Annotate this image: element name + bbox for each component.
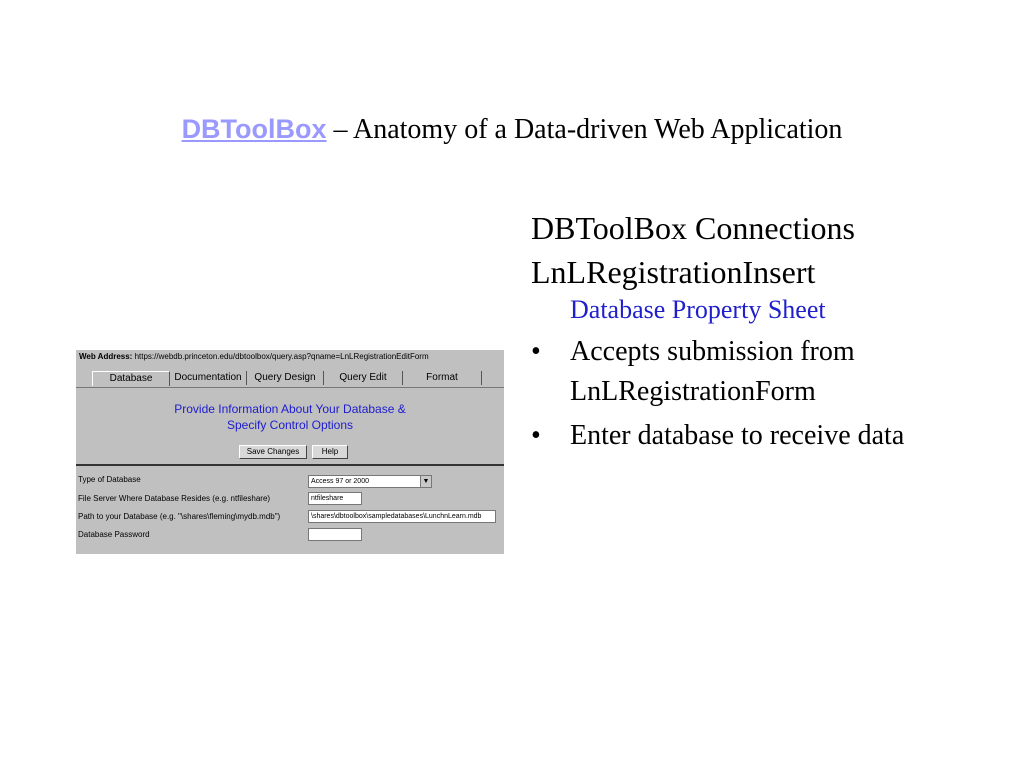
- slide-title-text: – Anatomy of a Data-driven Web Application: [326, 114, 843, 145]
- tab-query-design[interactable]: Query Design: [247, 371, 324, 385]
- tab-database[interactable]: Database: [92, 371, 170, 386]
- database-path-label: Path to your Database (e.g. "\shares\fleming\mydb.mdb"): [78, 512, 281, 521]
- file-server-label: File Server Where Database Resides (e.g. ntfileshare): [78, 494, 271, 503]
- bullet-text: Enter database to receive data: [570, 420, 905, 451]
- save-changes-button[interactable]: Save Changes: [239, 445, 307, 459]
- bullet-symbol: •: [531, 420, 541, 451]
- database-type-label: Type of Database: [78, 475, 141, 484]
- database-type-value: Access 97 or 2000: [311, 478, 369, 485]
- dbtoolbox-link[interactable]: DBToolBox: [181, 114, 327, 144]
- bullet-item: [531, 416, 1011, 456]
- slide-title: [0, 114, 1024, 146]
- registration-insert-heading: LnLRegistrationInsert: [531, 254, 816, 290]
- divider: [76, 464, 504, 466]
- database-property-screenshot: [76, 350, 504, 554]
- tab-documentation[interactable]: Documentation: [170, 371, 247, 385]
- bullet-text: Accepts submission from LnLRegistrationForm: [570, 336, 855, 407]
- connections-heading: DBToolBox Connections: [531, 210, 855, 246]
- file-server-input[interactable]: ntfileshare: [308, 492, 362, 505]
- database-password-label: Database Password: [78, 530, 150, 539]
- database-password-input[interactable]: [308, 528, 362, 541]
- database-path-input[interactable]: \shares\dbtoolbox\sampledatabases\LunchnLearn.mdb: [308, 510, 496, 523]
- tab-format[interactable]: Format: [403, 371, 482, 385]
- address-label: Web Address:: [79, 352, 133, 361]
- bullet-symbol: •: [531, 336, 541, 367]
- form-heading-line2: Specify Control Options: [226, 418, 354, 432]
- tab-bar: [76, 371, 504, 388]
- form-heading: [76, 401, 504, 433]
- property-sheet-subtitle: Database Property Sheet: [570, 295, 826, 324]
- chevron-down-icon[interactable]: ▼: [420, 476, 431, 487]
- help-button[interactable]: Help: [312, 445, 348, 459]
- database-type-select[interactable]: [308, 475, 432, 488]
- tab-query-edit[interactable]: Query Edit: [324, 371, 403, 385]
- address-bar: [76, 350, 504, 362]
- form-heading-line1: Provide Information About Your Database &: [174, 402, 406, 416]
- address-url[interactable]: https://webdb.princeton.edu/dbtoolbox/query.asp?qname=LnLRegistrationEditForm: [134, 352, 429, 361]
- bullet-item: [531, 332, 1011, 412]
- right-text-panel: [531, 206, 1011, 456]
